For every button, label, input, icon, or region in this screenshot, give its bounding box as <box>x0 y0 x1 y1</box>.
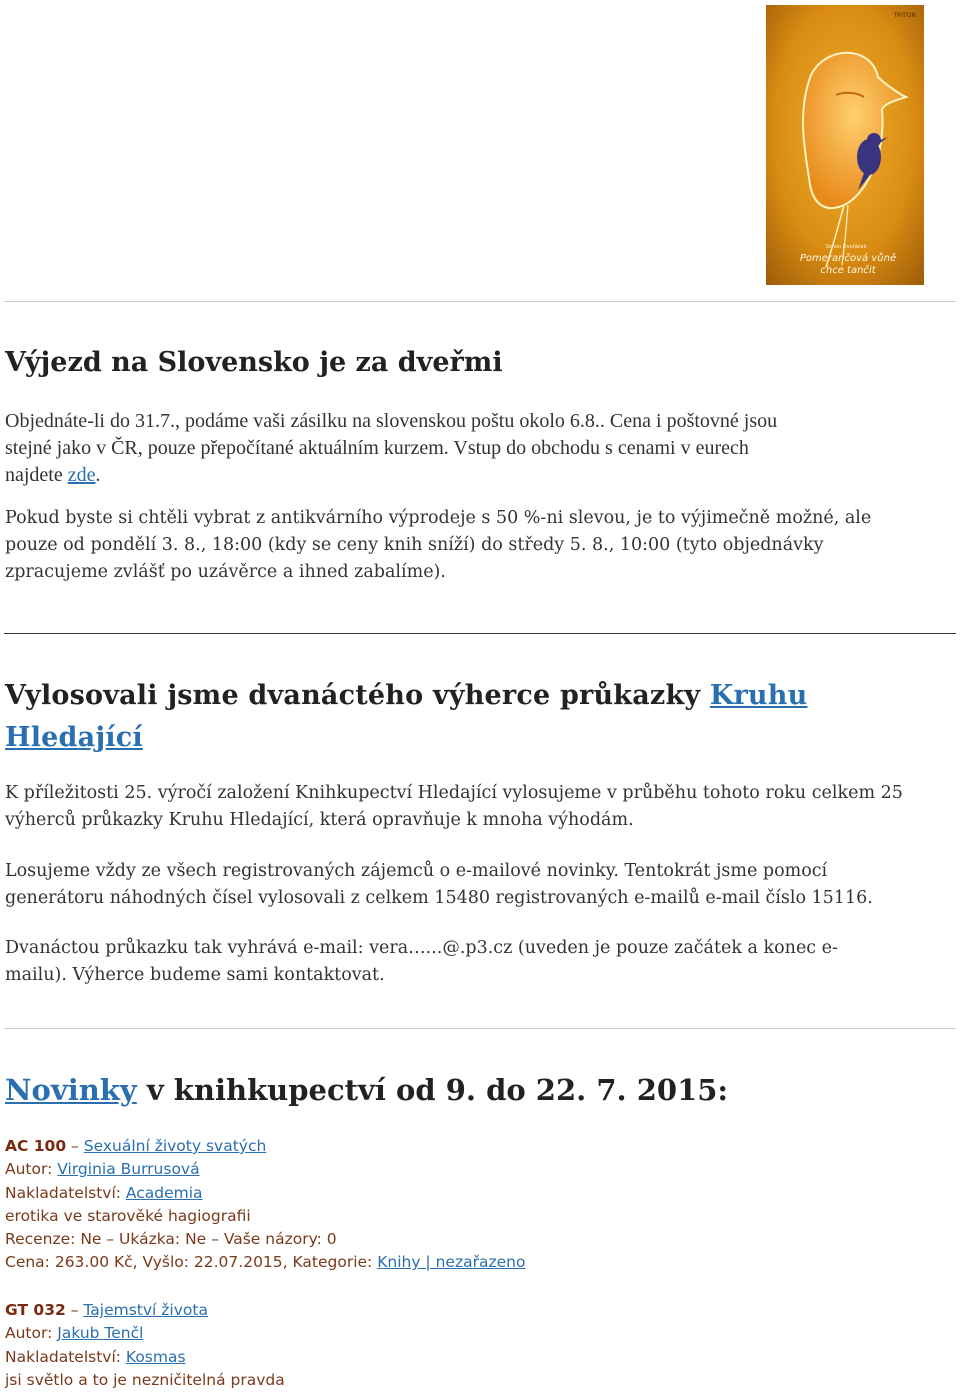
book-price-line <box>5 1251 951 1274</box>
kruh-paragraph-3 <box>5 935 951 989</box>
category-link[interactable]: Knihy | <box>377 1253 436 1272</box>
price-text: Cena: 263.00 Kč, Vyšlo: 22.07.2015, Kategorie: <box>5 1253 378 1272</box>
book-subtitle: jsi světlo a to je nezničitelná pravda <box>5 1370 285 1389</box>
section-heading-kruh <box>5 675 951 759</box>
text-line: Dvanáctou průkazku tak vyhrává e-mail: vera…...@.p3.cz (uveden je pouze začátek a konec e- <box>5 938 838 958</box>
publisher-link[interactable]: Kosmas <box>125 1347 186 1366</box>
heading-text: Vylosovali jsme dvanáctého výherce průkazky <box>5 680 710 711</box>
text-line: Pokud byste si chtěli vybrat z antikvárního výprodeje s 50 %-ni slevou, je to výjimečně možné, ale <box>5 508 872 528</box>
section-heading-slovensko: Výjezd na Slovensko je za dveřmi <box>5 347 503 378</box>
book-author-line <box>5 1322 951 1345</box>
kruh-hledajici-link[interactable]: Kruhu Hledající <box>5 680 808 753</box>
text-line: generátoru náhodných čísel vylosovali z celkem 15480 registrovaných e-mailů e-mail číslo 15116. <box>5 888 873 908</box>
text-line: mailu). Výherce budeme sami kontaktovat. <box>5 965 385 985</box>
separator: – <box>65 1301 84 1319</box>
section-heading-novinky <box>5 1070 951 1110</box>
text-line: stejné jako v ČR, pouze přepočítané aktuálním kurzem. Vstup do obchodu s cenami v eurech <box>5 437 749 459</box>
euro-shop-link[interactable]: zde <box>67 464 96 486</box>
book-code: AC 100 <box>5 1137 67 1155</box>
text-line: K příležitosti 25. výročí založení Knihkupectví Hledající vylosujeme v průběhu tohoto roku celkem 25 <box>5 783 903 803</box>
text-line: pouze od pondělí 3. 8., 18:00 (kdy se ceny knih sníží) do středy 5. 8., 10:00 (tyto objednávky <box>5 535 824 555</box>
text-fragment: . <box>95 464 101 486</box>
publisher-label: Nakladatelství: <box>5 1183 126 1202</box>
text-fragment: najdete <box>5 464 68 486</box>
book-publisher-line <box>5 1346 951 1369</box>
book-publisher-line <box>5 1182 951 1205</box>
cover-author: Simon Dvořáček <box>825 244 867 250</box>
kruh-paragraph-1 <box>5 780 951 834</box>
slovensko-paragraph-2 <box>5 505 951 586</box>
text-line: zpracujeme zvlášť po uzávěrce a ihned zabalíme). <box>5 562 446 582</box>
book-author-line <box>5 1158 951 1181</box>
slovensko-paragraph-1 <box>5 408 951 489</box>
divider <box>4 1028 956 1029</box>
book-title-link[interactable]: Sexuální životy svatých <box>83 1137 267 1155</box>
author-link[interactable]: Virginia Burrusová <box>57 1160 200 1179</box>
kruh-paragraph-2 <box>5 858 951 912</box>
publisher-label: Nakladatelství: <box>5 1347 126 1366</box>
book-title-line <box>5 1299 951 1322</box>
novinky-link[interactable]: Novinky <box>5 1073 137 1107</box>
book-title-link[interactable]: Tajemství života <box>83 1301 208 1319</box>
cover-publisher-mark: TRITON <box>893 12 916 19</box>
book-code: GT 032 <box>5 1301 66 1319</box>
book-subtitle: erotika ve starověké hagiografii <box>5 1206 251 1225</box>
book-meta: Recenze: Ne – Ukázka: Ne – Vaše názory: 0 <box>5 1230 337 1249</box>
text-line: Losujeme vždy ze všech registrovaných zájemců o e-mailové novinky. Tentokrát jsme pomocí <box>5 861 828 881</box>
cover-title-line-2: chce tančit <box>820 265 876 276</box>
book-title-line <box>5 1135 951 1158</box>
divider <box>4 633 956 634</box>
heading-text: v knihkupectví od 9. do 22. 7. 2015: <box>136 1073 729 1107</box>
divider <box>4 301 956 302</box>
separator: – <box>66 1137 84 1155</box>
author-label: Autor: <box>5 1160 58 1179</box>
cover-title-line-1: Pomerančová vůně <box>799 253 897 264</box>
category-link[interactable]: nezařazeno <box>435 1253 526 1272</box>
text-line: výherců průkazky Kruhu Hledající, která opravňuje k mnoha výhodám. <box>5 810 634 830</box>
publisher-link[interactable]: Academia <box>125 1183 203 1202</box>
text-line: Objednáte-li do 31.7., podáme vaši zásilku na slovenskou poštu okolo 6.8.. Cena i poštovné jsou <box>5 410 778 432</box>
text-line <box>5 462 951 489</box>
book-entry <box>5 1299 951 1392</box>
book-cover-image[interactable] <box>766 5 924 285</box>
book-entry <box>5 1135 951 1275</box>
author-link[interactable]: Jakub Tenčl <box>57 1324 144 1343</box>
author-label: Autor: <box>5 1324 58 1343</box>
